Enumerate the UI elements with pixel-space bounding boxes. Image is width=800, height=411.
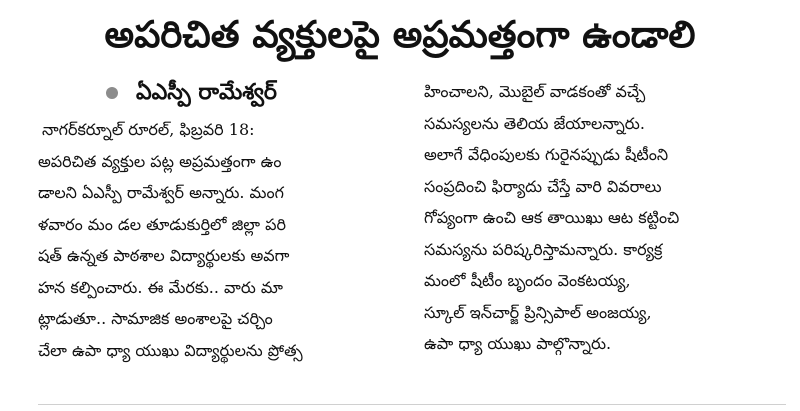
left-column-line: షత్ ఉన్నత పాఠశాల విద్యార్థులకు అవగా (38, 246, 290, 265)
right-column-line: సమస్యను పరిష్కరిస్తామన్నారు. కార్యక్ర (424, 239, 663, 259)
left-column-line: డాలని ఏఎస్పీ రామేశ్వర్ అన్నారు. మంగ (38, 183, 284, 202)
right-column-line: స్కూల్ ఇన్‌చార్జ్ ప్రిన్సిపాల్ అంజయ్య, (424, 302, 652, 322)
byline (106, 76, 277, 110)
right-column-line: గోప్యంగా ఉంచి ఆక తాయిఖు ఆట కట్టించి (424, 208, 680, 227)
right-column-line: సంప్రదించి ఫిర్యాదు చేస్తే వారి వివరాలు (424, 176, 662, 196)
left-column-line: ళవారం మం డల తూడుకుర్తిలో జిల్లా పరి (38, 214, 287, 234)
right-column (424, 76, 786, 360)
left-column-line: ట్లాడుతూ.. సామాజిక అంశాలపై చర్చిం (38, 309, 273, 328)
right-column-line: అలాగే వేధింపులకు గురైనప్పుడు షీటీంని (424, 145, 669, 164)
left-column-line: నాగర్‌కర్నూల్ రూరల్, ఫిబ్రవరి 18: (42, 120, 255, 139)
article-headline: అపరిచిత వ్యక్తులపై అప్రమత్తంగా ఉండాలి (104, 13, 696, 56)
byline-author: ఏఎస్పీ రామేశ్వర్ (136, 80, 277, 105)
bullet-icon (106, 87, 118, 99)
right-column-line: ఉపా ధ్యా యుఖు పాల్గొన్నారు. (424, 334, 612, 353)
left-column-line: చేలా ఉపా ధ్యా యుఖు విద్యార్థులను ప్రోత్స (38, 340, 303, 360)
right-column-line: హించాలని, మొబైల్ వాడకంతో వచ్చే (424, 82, 646, 101)
right-column-line: మంలో షీటీం బృందం వెంకటయ్య, (424, 271, 631, 290)
left-column-line: హన కల్పించారు. ఈ మేరకు.. వారు మా (38, 277, 283, 297)
bottom-divider (38, 404, 786, 405)
right-column-line: సమస్యలను తెలియ జేయాలన్నారు. (424, 113, 645, 133)
left-column-line: అపరిచిత వ్యక్తుల పట్ల అప్రమత్తంగా ఉం (38, 151, 282, 171)
left-column (38, 114, 410, 366)
